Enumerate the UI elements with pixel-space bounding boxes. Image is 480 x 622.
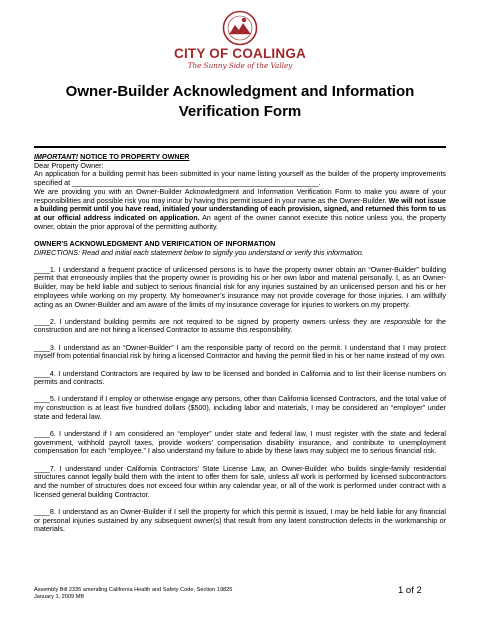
notice-title: NOTICE TO PROPERTY OWNER xyxy=(80,153,190,161)
page-number: 1 of 2 xyxy=(398,585,422,596)
city-tagline: The Sunny Side of the Valley xyxy=(187,61,293,70)
ack-item-5: ____5. I understand if I employ or otherwise engage any persons, other than California licensed Contractors, and the total value of my construction is at least five hundred dollars ($500), including labor and materials, I may be considered an “employer” under state and federal law. xyxy=(34,395,446,421)
city-name: CITY OF COALINGA xyxy=(174,46,306,61)
form-title-line2: Verification Form xyxy=(178,103,302,120)
ack-item-2-text: ____2. I understand building permits are not required to be signed by property owners unless they are xyxy=(34,317,385,326)
ack-item-2-text-end: for the construction and are not hiring a licensed Contractor to assume this responsibility. xyxy=(34,317,447,335)
notice-paragraph-2-text: We are providing you with an Owner-Builder Acknowledgment and Information Verification Form to make you aware of your responsibilities and possible risk you may incur by having this permit issued in your name as the Owner-Builder. xyxy=(34,187,446,205)
ack-item-2 xyxy=(34,318,446,335)
salutation: Dear Property Owner: xyxy=(34,161,104,170)
ack-item-4: ____4. I understand Contractors are required by law to be licensed and bonded in California and to list their license numbers on permits and contracts. xyxy=(34,369,446,387)
city-seal-icon xyxy=(220,10,260,46)
ack-item-7-emphasis: all xyxy=(291,473,299,482)
form-title-line1: Owner-Builder Acknowledgment and Information xyxy=(65,83,415,100)
city-logo xyxy=(170,10,310,76)
ack-item-1: ____1. I understand a frequent practice of unlicensed persons is to have the property owner obtain an “Owner-Builder” building permit that erroneously implies that the property owner is providing his or her own labor and material personally. I, as an Owner-Builder, may be held liable and subject to serious financial risk for any injuries sustained by an unlicensed person and his or her employees while working on my property. My homeowner’s insurance may not provide coverage for those injuries. I am willfully acting as an Owner-Builder and am aware of the limits of my insurance coverage for injuries to workers on my property. xyxy=(34,265,446,309)
important-label: IMPORTANT! xyxy=(34,153,79,161)
form-title xyxy=(40,82,440,122)
ack-item-8: ____8. I understand as an Owner-Builder if I sell the property for which this permit is issued, I may be held liable for any financial or personal injuries sustained by any subsequent owner(s) that result from any latent construction defects in the workmanship or materials. xyxy=(34,508,446,534)
ack-directions: DIRECTIONS: Read and initial each statement below to signify you understand or verify this information. xyxy=(34,248,364,257)
ack-item-7-text-end: work is performed by licensed subcontractors and the number of structures does not exceed four within any calendar year, or all of the work is performed under contract with a licensed general building Contractor. xyxy=(34,473,446,499)
form-footer xyxy=(34,587,232,601)
notice-paragraph-2-bold: We will not issue a building permit until you have read, initialed your understanding of each provision, signed, and returned this form to us at our official address indicated on application. xyxy=(34,196,447,222)
ack-item-3: ____3. I understand as an “Owner-Builder” I am the responsible party of record on the permit. I understand that I may protect myself from potential financial risk by hiring a licensed Contractor and having the permit filed in his or her name instead of my own. xyxy=(34,343,446,361)
form-body xyxy=(34,153,446,534)
ack-item-2-emphasis: responsible xyxy=(384,317,421,326)
notice-paragraph-2 xyxy=(34,188,446,232)
footer-legal-reference: Assembly Bill 2335 amending California Health and Safety Code, Section 19825 xyxy=(34,587,233,593)
ack-item-7 xyxy=(34,465,446,500)
ack-item-7-text: ____7. I understand under California Contractors’ State License Law, an Owner-Builder who builds single-family residential structures cannot legally build them with the intent to offer them for sale, unless xyxy=(34,464,446,482)
ack-item-6: ____6. I understand if I am considered an “employer” under state and federal law, I must register with the state and federal government, withhold payroll taxes, provide workers’ compensation disability insurance, and contribute to unemployment compensation for each “employee.” I also understand my failure to abide by these laws may subject me to serious financial risk. xyxy=(34,430,446,456)
notice-heading xyxy=(34,153,446,162)
title-divider xyxy=(34,146,446,148)
footer-date: January 1, 2009 MB xyxy=(34,594,85,600)
notice-paragraph-2-agent: An agent of the owner cannot execute this notice unless you, the property owner, obtain the prior approval of the permitting authority. xyxy=(34,213,446,231)
ack-heading: OWNER'S ACKNOWLEDGMENT AND VERIFICATION OF INFORMATION xyxy=(34,239,276,248)
notice-paragraph-1: An application for a building permit has been submitted in your name listing yourself as the builder of the property improvements specified at ______________________________________________________________. xyxy=(34,170,446,188)
